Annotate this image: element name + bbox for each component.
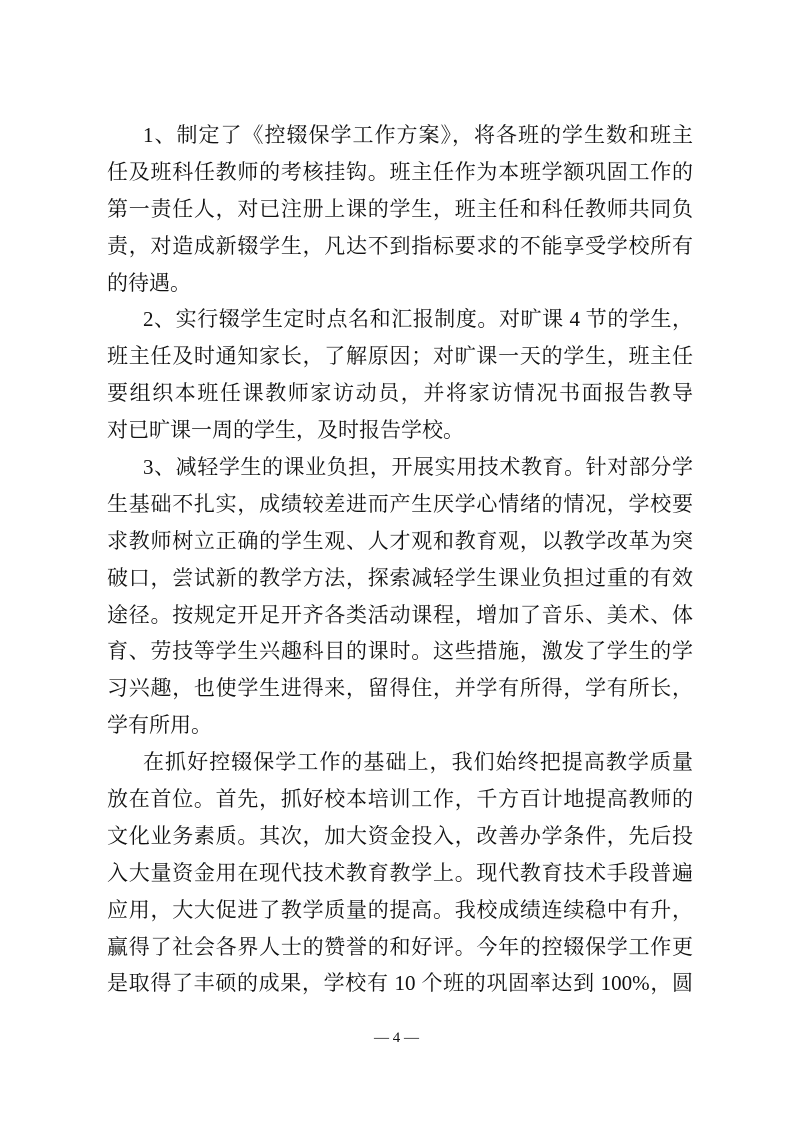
text-line: 的待遇。 (107, 270, 191, 295)
text-line: 学有所用。 (107, 713, 212, 738)
text-line: 放在首位。首先，抓好校本培训工作，千方百计地提高教师的 (107, 787, 693, 812)
text-line: 入大量资金用在现代技术教育教学上。现代教育技术手段普遍 (107, 860, 693, 885)
text-line: 1、制定了《控辍保学工作方案》，将各班的学生数和班主 (143, 123, 693, 147)
paragraph (107, 117, 693, 301)
text-line: 育、劳技等学生兴趣科目的课时。这些措施，激发了学生的学 (107, 639, 693, 664)
text-line: 途径。按规定开足开齐各类活动课程，增加了音乐、美术、体 (107, 602, 693, 627)
text-line: 要组织本班任课教师家访动员，并将家访情况书面报告教导 (107, 381, 693, 406)
text-line: 破口，尝试新的教学方法，探索减轻学生课业负担过重的有效 (107, 565, 693, 590)
text-line: 责，对造成新辍学生，凡达不到指标要求的不能享受学校所有 (107, 233, 693, 258)
text-line: 求教师树立正确的学生观、人才观和教育观，以教学改革为突 (107, 528, 693, 553)
text-line: 2、实行辍学生定时点名和汇报制度。对旷课 4 节的学生， (143, 307, 693, 332)
page-number: — 4 — (374, 1030, 419, 1046)
paragraph (107, 449, 693, 744)
text-line: 应用，大大促进了教学质量的提高。我校成绩连续稳中有升， (107, 897, 693, 922)
text-line: 3、减轻学生的课业负担，开展实用技术教育。针对部分学 (143, 455, 693, 480)
text-line: 第一责任人，对已注册上课的学生，班主任和科任教师共同负 (107, 196, 693, 221)
text-line: 在抓好控辍保学工作的基础上，我们始终把提高教学质量 (143, 750, 693, 775)
text-line: 文化业务素质。其次，加大资金投入，改善办学条件，先后投 (107, 823, 693, 848)
text-line: 是取得了丰硕的成果，学校有 10 个班的巩固率达到 100%，圆 (107, 971, 693, 996)
text-line: 赢得了社会各界人士的赞誉的和好评。今年的控辍保学工作更 (107, 934, 693, 959)
text-line: 对已旷课一周的学生，及时报告学校。 (107, 418, 464, 443)
paragraph (107, 744, 693, 1002)
document-body (107, 117, 693, 1002)
text-line: 任及班科任教师的考核挂钩。班主任作为本班学额巩固工作的 (107, 159, 693, 184)
text-line: 班主任及时通知家长，了解原因；对旷课一天的学生，班主任 (107, 344, 693, 369)
text-line: 习兴趣，也使学生进得来，留得住，并学有所得，学有所长， (107, 676, 693, 701)
text-line: 生基础不扎实，成绩较差进而产生厌学心情绪的情况，学校要 (107, 491, 693, 516)
paragraph (107, 301, 693, 449)
